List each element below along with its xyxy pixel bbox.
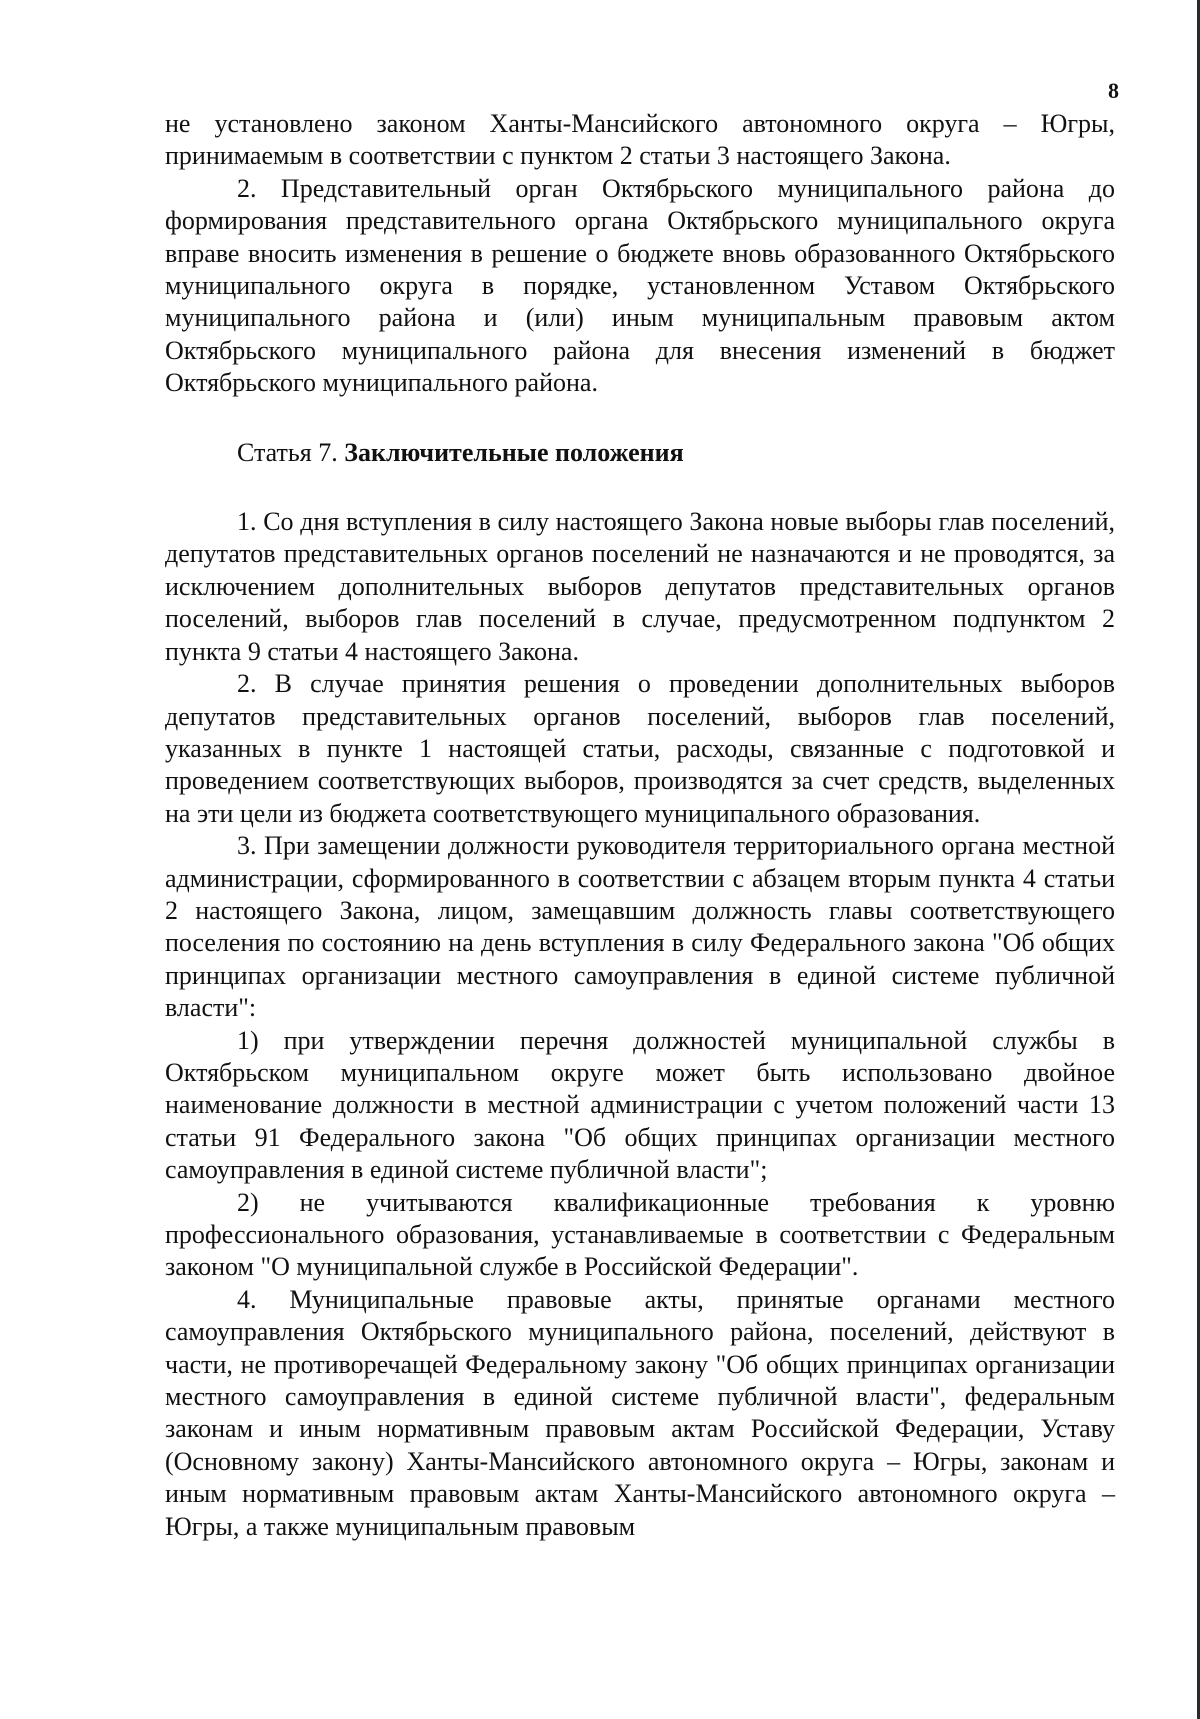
paragraph: 2) не учитываются квалификационные требования к уровню профессионального образования, устанавливаемые в соответствии с Федеральным законом "О муниципальной службе в Российской Федерации". xyxy=(165,1187,1115,1282)
article-title: Заключительные положения xyxy=(344,437,684,467)
paragraph: 1. Со дня вступления в силу настоящего Закона новые выборы глав поселений, депутатов представительных органов поселений не назначаются и не проводятся, за исключением дополнительных выборов депутатов представительных органов поселений, выборов глав поселений в случае, предусмотренном подпунктом 2 пункта 9 статьи 4 настоящего Закона. xyxy=(165,507,1115,666)
paragraph: 2. В случае принятия решения о проведении дополнительных выборов депутатов представительных органов поселений, выборов глав поселений, указанных в пункте 1 настоящей статьи, расходы, связанные с подготовкой и проведением соответствующих выборов, производятся за счет средств, выделенных на эти цели из бюджета соответствующего муниципального образования. xyxy=(165,669,1115,828)
paragraph: 3. При замещении должности руководителя территориального органа местной администрации, сформированного в соответствии с абзацем вторым пункта 4 статьи 2 настоящего Закона, лицом, замещавшим должность главы соответствующего поселения по состоянию на день вступления в силу Федерального закона "Об общих принципах организации местного самоуправления в единой системе публичной власти": xyxy=(165,831,1115,1023)
page-number: 8 xyxy=(1108,78,1119,103)
paragraph: 2. Представительный орган Октябрьского муниципального района до формирования представительного органа Октябрьского муниципального округа вправе вносить изменения в решение о бюджете вновь образованного Октябрьского муниципального округа в порядке, установленном Уставом Октябрьского муниципального района и (или) иным муниципальным правовым актом Октябрьского муниципального района для внесения изменений в бюджет Октябрьского муниципального района. xyxy=(165,173,1115,398)
paragraph: 4. Муниципальные правовые акты, принятые органами местного самоуправления Октябрьского муниципального района, поселений, действуют в части, не противоречащей Федеральному закону "Об общих принципах организации местного самоуправления в единой системе публичной власти", федеральным законам и иным нормативным правовым актам Российской Федерации, Уставу (Основному закону) Ханты-Мансийского автономного округа – Югры, законам и иным нормативным правовым актам Ханты-Мансийского автономного округа – Югры, а также муниципальным правовым xyxy=(165,1284,1115,1541)
paragraph: 1) при утверждении перечня должностей муниципальной службы в Октябрьском муниципальном округе может быть использовано двойное наименование должности в местной администрации с учетом положений части 13 статьи 91 Федерального закона "Об общих принципах организации местного самоуправления в единой системе публичной власти"; xyxy=(165,1025,1115,1185)
article-heading xyxy=(165,437,1115,469)
document-body xyxy=(165,108,1115,1543)
paragraph: не установлено законом Ханты-Мансийского автономного округа – Югры, принимаемым в соответствии с пунктом 2 статьи 3 настоящего Закона. xyxy=(165,109,1115,171)
article-label: Статья 7. xyxy=(237,437,338,467)
